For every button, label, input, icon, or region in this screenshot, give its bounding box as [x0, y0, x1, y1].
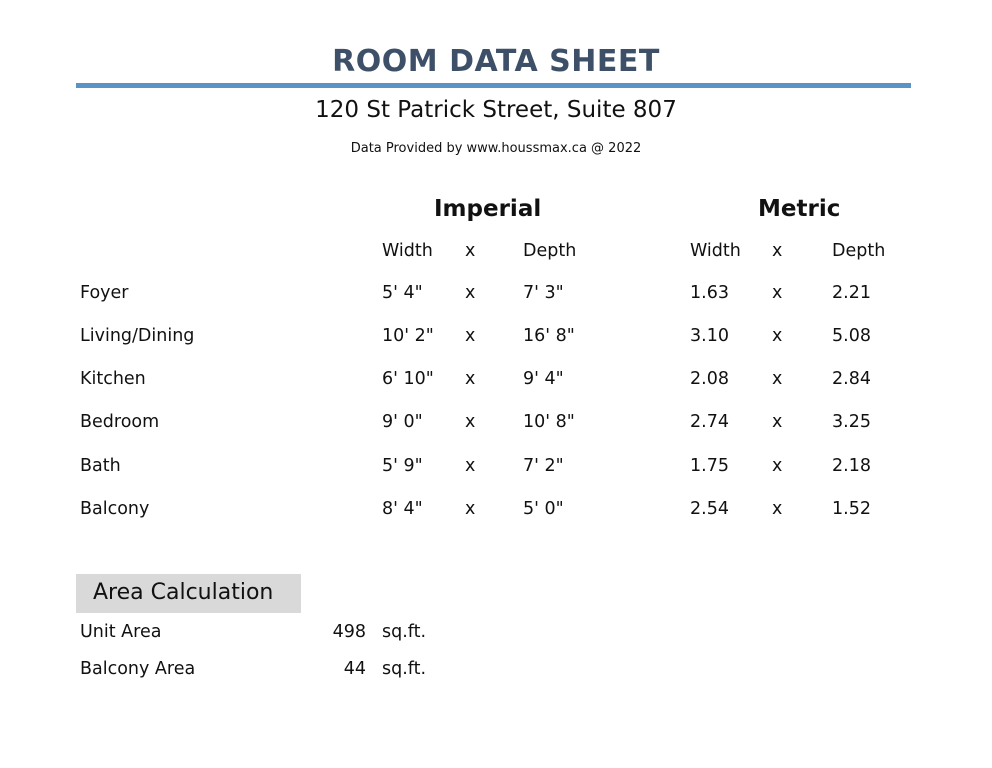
room-name: Balcony — [80, 499, 150, 519]
balcony-area-label: Balcony Area — [80, 659, 196, 679]
imperial-x-header: x — [465, 241, 476, 261]
metric-x: x — [772, 283, 783, 303]
metric-width: 1.75 — [690, 456, 729, 476]
imperial-width-header: Width — [382, 241, 433, 261]
unit-area-unit: sq.ft. — [382, 622, 427, 642]
imperial-depth: 7' 2" — [523, 456, 564, 476]
imperial-x: x — [465, 369, 476, 389]
imperial-depth: 7' 3" — [523, 283, 564, 303]
metric-depth: 2.21 — [832, 283, 871, 303]
metric-depth: 1.52 — [832, 499, 871, 519]
metric-depth: 3.25 — [832, 412, 871, 432]
metric-width: 1.63 — [690, 283, 729, 303]
room-name: Living/Dining — [80, 326, 195, 346]
imperial-depth: 16' 8" — [523, 326, 575, 346]
metric-x: x — [772, 369, 783, 389]
metric-width: 2.08 — [690, 369, 729, 389]
metric-heading: Metric — [758, 196, 841, 222]
room-name: Bath — [80, 456, 121, 476]
imperial-x: x — [465, 456, 476, 476]
property-address: 120 St Patrick Street, Suite 807 — [315, 97, 677, 123]
area-calculation-heading: Area Calculation — [93, 580, 274, 605]
imperial-width: 10' 2" — [382, 326, 434, 346]
imperial-width: 5' 4" — [382, 283, 423, 303]
unit-area-label: Unit Area — [80, 622, 162, 642]
balcony-area-unit: sq.ft. — [382, 659, 427, 679]
area-calculation-banner — [76, 574, 301, 613]
data-provider-note: Data Provided by www.houssmax.ca @ 2022 — [350, 141, 642, 156]
imperial-depth: 9' 4" — [523, 369, 564, 389]
title-divider — [76, 83, 911, 88]
imperial-x: x — [465, 412, 476, 432]
imperial-x: x — [465, 283, 476, 303]
page-title: ROOM DATA SHEET — [332, 44, 660, 79]
metric-depth: 5.08 — [832, 326, 871, 346]
metric-width-header: Width — [690, 241, 741, 261]
imperial-depth: 10' 8" — [523, 412, 575, 432]
room-name: Bedroom — [80, 412, 160, 432]
imperial-x: x — [465, 499, 476, 519]
imperial-width: 6' 10" — [382, 369, 434, 389]
balcony-area-value: 44 — [343, 659, 366, 679]
imperial-depth-header: Depth — [523, 241, 577, 261]
metric-width: 2.74 — [690, 412, 729, 432]
metric-depth: 2.84 — [832, 369, 871, 389]
room-name: Kitchen — [80, 369, 146, 389]
imperial-width: 9' 0" — [382, 412, 423, 432]
imperial-width: 5' 9" — [382, 456, 423, 476]
imperial-heading: Imperial — [434, 196, 542, 222]
metric-x-header: x — [772, 241, 783, 261]
metric-x: x — [772, 412, 783, 432]
room-name: Foyer — [80, 283, 129, 303]
unit-area-value: 498 — [332, 622, 366, 642]
imperial-width: 8' 4" — [382, 499, 423, 519]
imperial-x: x — [465, 326, 476, 346]
metric-width: 3.10 — [690, 326, 729, 346]
metric-depth-header: Depth — [832, 241, 886, 261]
imperial-depth: 5' 0" — [523, 499, 564, 519]
metric-x: x — [772, 456, 783, 476]
metric-width: 2.54 — [690, 499, 729, 519]
metric-x: x — [772, 326, 783, 346]
metric-x: x — [772, 499, 783, 519]
metric-depth: 2.18 — [832, 456, 871, 476]
